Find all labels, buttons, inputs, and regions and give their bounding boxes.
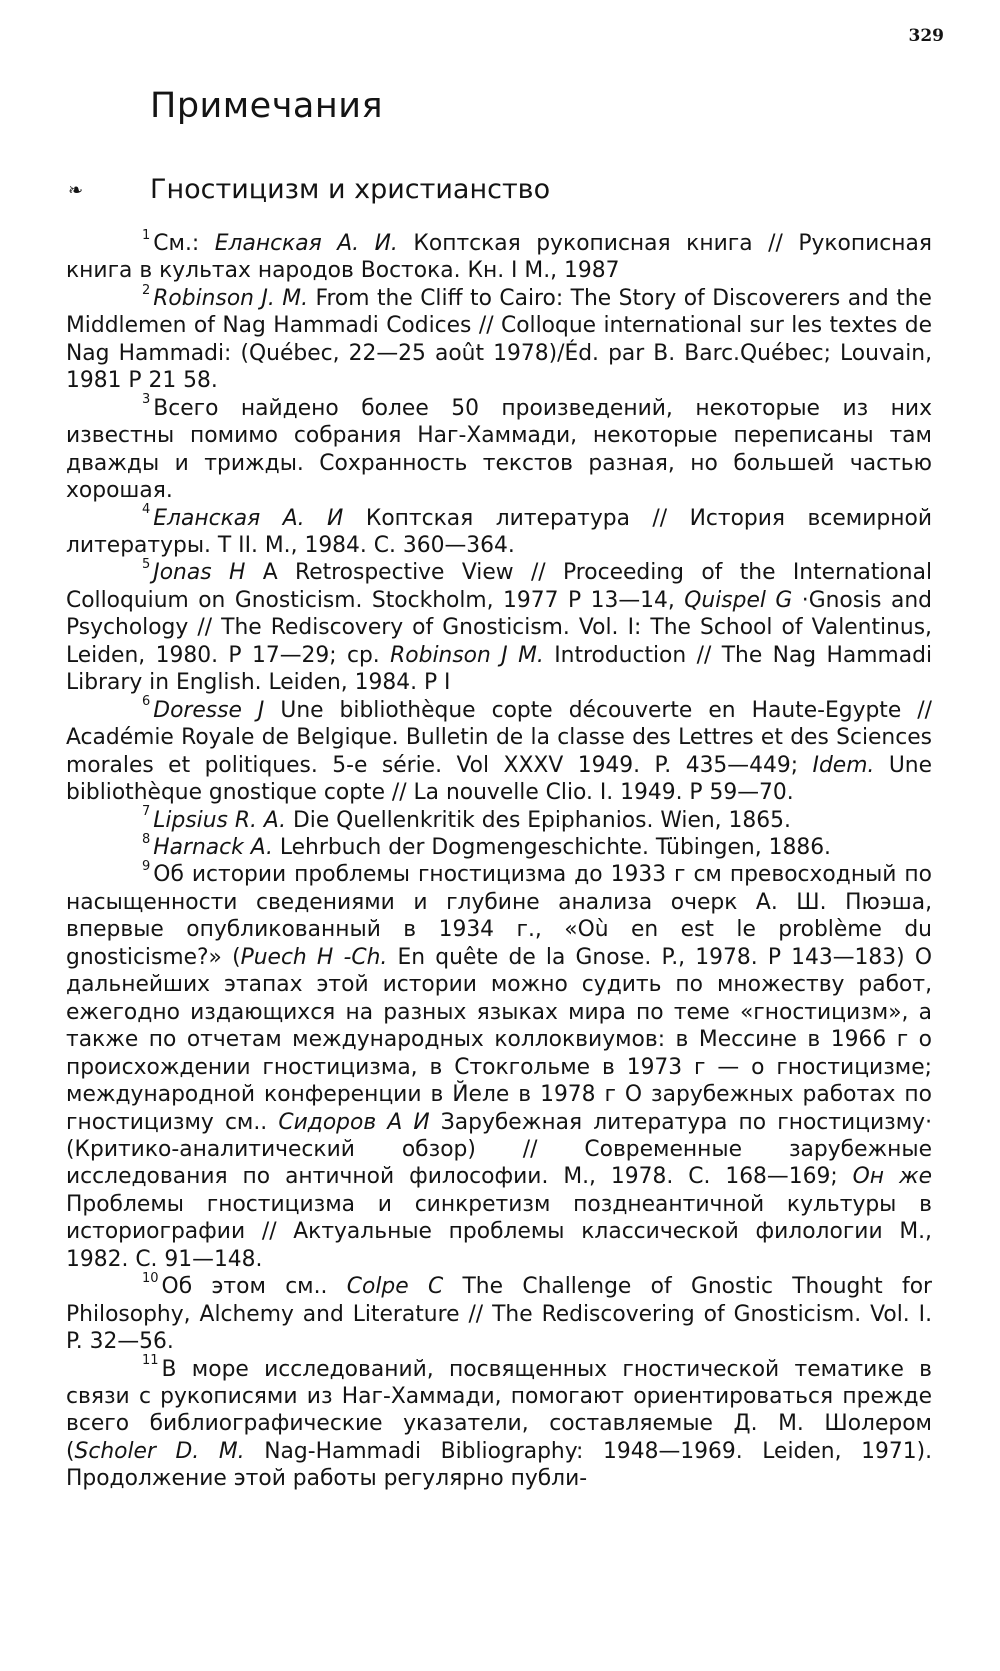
footnote-number: 6 (142, 694, 151, 710)
footnote-text: A Retrospective View // Proceeding of the International Colloquium on Gnosticism. Stockholm, 1977 P 13—14, (66, 560, 932, 613)
footnote-number: 3 (142, 392, 151, 408)
footnote (66, 861, 932, 1273)
footnote (66, 227, 932, 285)
footnote (66, 502, 932, 560)
footnote-number: 8 (142, 831, 151, 847)
notes-list (66, 227, 933, 1493)
footnote (66, 282, 932, 395)
footnote (66, 1270, 932, 1355)
footnote-text: В море исследований, посвященных гностической тематике в связи с рукописями из Наг-Хаммади, помогают ориентироваться прежде всего библиографические указатели, составляемые Д. М. Шолером ( (66, 1356, 932, 1464)
footnote (66, 1353, 933, 1493)
footnote-text: Introduction // The Nag Hammadi Library in English. Leiden, 1984. P I (66, 642, 933, 696)
footnote-author: Lipsius R. A. (153, 807, 287, 833)
section-heading-text: Гностицизм и христианство (150, 174, 551, 205)
footnote-text: Проблемы гностицизма и синкретизм позднеантичной культуры в историографии // Актуальные проблемы классической филологии М., 1982. С. 91—148. (66, 1191, 932, 1272)
footnote-number: 1 (142, 227, 151, 243)
footnote-author: Еланская А. И (153, 505, 344, 531)
page-title: Примечания (150, 86, 384, 126)
footnote (66, 694, 932, 807)
footnote (66, 559, 932, 696)
footnote-number: 2 (142, 282, 151, 298)
footnote-text: Nag-Hammadi Bibliography: 1948—1969. Leiden, 1971). Продолжение этой работы регулярно публи- (66, 1438, 933, 1492)
footnote-author: Сидоров А И (278, 1109, 430, 1135)
fleuron-icon: ❧ (68, 180, 84, 201)
footnote-author: Colpe C (346, 1274, 444, 1300)
footnote-text: См.: (153, 231, 215, 256)
footnote-author: Doresse J (153, 697, 265, 723)
footnote-author: Puech H -Ch. (240, 944, 388, 970)
footnote-text: En quête de la Gnose. P., 1978. P 143—183) О дальнейших этапах этой истории можно судить по множеству работ, ежегодно издающихся на разных языках мира по теме «гностицизм», а также по отчетам международных коллоквиумов: в Мессине в 1966 г о происхождении гностицизма, в Стокгольме в 1973 г — о гностицизме; международной конференции в Йеле в 1978 г О зарубежных работах по гностицизму см.. (66, 944, 932, 1135)
section-heading (68, 174, 550, 205)
footnote-text: The Challenge of Gnostic Thought for Philosophy, Alchemy and Literature // The Rediscovering of Gnosticism. Vol. I. P. 32—56. (66, 1274, 932, 1355)
footnote-author: Idem. (812, 752, 875, 778)
footnote-author: Robinson J M. (390, 642, 544, 668)
footnote-text: Всего найдено более 50 произведений, некоторые из них известны помимо собрания Наг-Хаммади, некоторые переписаны там дважды и трижды. Сохранность текстов разная, но большей частью хорошая. (66, 395, 932, 504)
footnote-number: 9 (142, 859, 151, 875)
page-number: 329 (908, 26, 944, 46)
footnote-text: Об этом см.. (161, 1274, 347, 1300)
footnote-number: 10 (142, 1270, 159, 1286)
footnote-author: Он же (852, 1164, 932, 1190)
footnote-number: 7 (142, 804, 151, 820)
footnote-number: 11 (142, 1353, 159, 1369)
footnote (66, 831, 932, 861)
footnote-text: Die Quellenkritik des Epiphanios. Wien, 1865. (286, 807, 791, 833)
footnote-text: ·Gnosis and Psychology // The Rediscovery of Gnosticism. Vol. I: The School of Valentinus, Leiden, 1980. P 17—29; ср. (66, 587, 932, 668)
footnote-text: Une bibliothèque gnostique copte // La nouvelle Clio. I. 1949. P 59—70. (66, 752, 932, 806)
footnote-text: Коптская рукописная книга // Рукописная книга в культах народов Востока. Кн. I М., 1987 (66, 231, 932, 284)
footnote-text: Lehrbuch der Dogmengeschichte. Tübingen, 1886. (272, 834, 831, 860)
footnote-text: Коптская литература // История всемирной литературы. Т II. М., 1984. С. 360—364. (66, 505, 932, 558)
footnote-author: Jonas H (153, 560, 246, 586)
footnote-text: Об истории проблемы гностицизма до 1933 г см превосходный по насыщенности сведениями и глубине анализа очерк А. Ш. Пюэша, впервые опубликованный в 1934 г., «Où en est le problème du gnosticisme?» ( (66, 862, 932, 970)
footnote-number: 5 (142, 557, 151, 573)
footnote-author: Scholer D. M. (74, 1438, 245, 1464)
footnote (66, 392, 932, 505)
footnote (66, 804, 932, 834)
footnote-text: Une bibliothèque copte découverte en Haute-Egypte // Académie Royale de Belgique. Bulletin de la classe des Lettres et des Sciences morales et politiques. 5-e série. Vol XXXV 1949. P. 435—449; (66, 697, 932, 778)
footnote-number: 4 (142, 502, 151, 518)
footnote-author: Harnack A. (153, 834, 273, 860)
footnote-author: Еланская А. И. (214, 231, 398, 256)
footnote-text: Зарубежная литература по гностицизму· (Критико-аналитический обзор) // Современные зарубежные исследования по античной философии. М., 1978. С. 168—169; (66, 1109, 932, 1190)
footnote-author: Robinson J. M. (153, 285, 309, 311)
footnote-author: Quispel G (684, 587, 793, 613)
footnote-text: From the Cliff to Cairo: The Story of Discoverers and the Middlemen of Nag Hammadi Codices // Colloque international sur les textes de Nag Hammadi: (Québec, 22—25 août 1978)/Éd. par B. Barc.Québec; Louvain, 1981 P 21 58. (66, 285, 932, 394)
